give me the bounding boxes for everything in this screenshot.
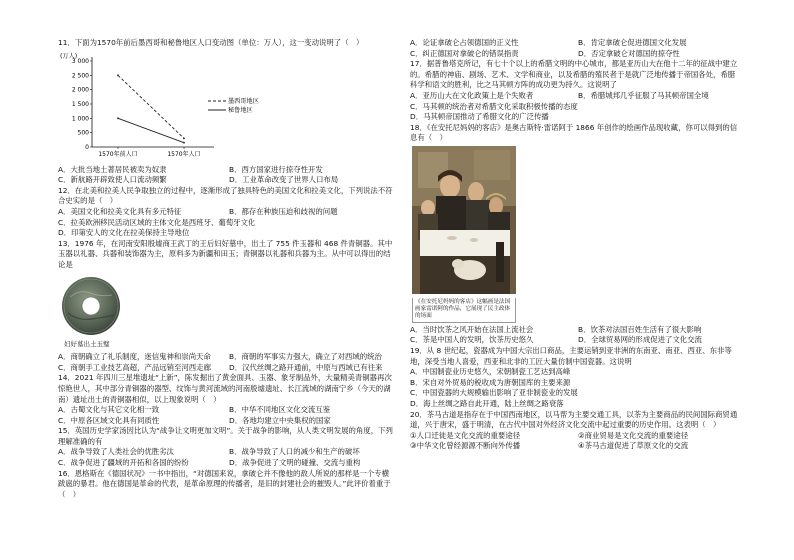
q15-option-a[interactable]: A．战争导致了人类社会的优胜劣汰	[58, 447, 174, 457]
q14-option-b[interactable]: B．中华不同地区文化交流互鉴	[229, 405, 331, 415]
q11-option-c[interactable]: C．新航路开辟致使人口流动频繁	[58, 175, 167, 185]
q14-option-c[interactable]: C．中原各区域文化具有同质性	[58, 415, 160, 425]
q19-option-a[interactable]: A．中国制瓷业历史悠久，宋朝制瓷工艺达到高峰	[410, 367, 571, 377]
y-tick-label: 1 500	[71, 100, 89, 108]
series-point-1-0	[117, 117, 119, 119]
y-tick-label: 2 500	[71, 71, 89, 79]
q16-stem: 16．恩格斯在《德国状况》一书中指出，“对德国来说，拿破仑并不像他的敌人所说的那样是一个专横跋扈的暴君。他在德国是革命的代表，是革命原理的传播者，是旧的封建社会的摧毁人。”此评价着重于（ ）	[58, 468, 391, 499]
q12-option-c[interactable]: C．拉美欧洲移民活动区域的主体文化是西班牙、葡萄牙文化	[58, 217, 256, 227]
q17-option-c[interactable]: C．马其顿的统治者对希腊文化采取积极传播的态度	[410, 101, 578, 111]
q15-option-c[interactable]: C．战争促进了疆域的开拓和各国的纷纷	[58, 458, 189, 468]
q20-stem: 20．茶马古道是指存在于中国西南地区，以马帮为主要交通工具，以茶为主要商品的民间国际商贸通道，兴于唐宋，盛于明清，在古代中国对外经济文化交流中起过重要的历史作用。这表明（ ）	[410, 409, 738, 430]
q16-options	[410, 38, 740, 59]
q20-option-1[interactable]: ①人口迁徙是文化交流的重要途径	[410, 430, 521, 440]
q14-stem: 14．2021 年四川三星堆遗址“上新”，陈发掘出了黄金面具、玉器、象牙制品外，大量精美青铜器再次惊艳世人，其中部分青铜器的器型、纹饰与黄河流域的河南殷墟遗址、长江流域的湖南宁乡（今天的湖南）遗址出土的青铜器相似，以上现象说明（ ）	[58, 373, 392, 404]
q20-option-3[interactable]: ③中华文化曾经源源不断向外传播	[410, 441, 521, 451]
q18-option-b[interactable]: B．饮茶对法国百姓生活有了很大影响	[578, 324, 702, 334]
q11-option-a[interactable]: A．大批当地土著居民被卖为奴隶	[58, 164, 167, 174]
series-point-0-1	[183, 137, 185, 139]
y-tick-label: 2 000	[71, 86, 89, 94]
q20-options	[410, 431, 740, 452]
q11-option-d[interactable]: D．工业革命改变了世界人口布局	[229, 175, 339, 185]
renoir-painting-image	[412, 146, 516, 294]
q19-option-b[interactable]: B．宋自对外贸易的税收成为唐朝国库的主要来源	[410, 377, 571, 387]
jade-bi-disc-image	[60, 275, 122, 337]
right-column	[410, 38, 740, 452]
q13-option-b[interactable]: B．商朝的军事实力强大，确立了对西域的统治	[229, 352, 382, 362]
q13-option-a[interactable]: A．商朝确立了礼乐制度，迷信鬼神和崇尚天命	[58, 352, 211, 362]
q12-options	[58, 207, 394, 218]
series-line-0	[118, 75, 184, 138]
q18-option-a[interactable]: A．当时饮茶之风开始在法国上流社会	[410, 324, 534, 334]
q15-stem: 15．英国历史学家汤因比认为“战争让文明更加文明”。关于战争的影响，从人类文明发展的角度，下列理解准确的有	[58, 426, 393, 446]
q11-option-b[interactable]: B．西方国家进行掠夺性开发	[229, 164, 323, 174]
q17-options	[410, 91, 740, 102]
q18-options	[410, 325, 740, 346]
q20-option-4[interactable]: ④茶马古道促进了草原文化的交流	[578, 441, 689, 451]
q18-stem: 18．《在安托尼妈妈的客店》是奥古斯特·雷诺阿于 1866 年创作的绘画作品现收藏，你可以得到的信息有（ ）	[410, 122, 738, 143]
q17-option-a[interactable]: A．亚历山大在文化政策上是个失败者	[410, 90, 534, 100]
q14-options	[58, 405, 394, 426]
q13-option-d[interactable]: D．汉代丝绸之路开通前，中原与西域已有往来	[229, 362, 383, 372]
y-tick-label: 1 000	[71, 114, 89, 122]
q14-option-d[interactable]: D．各地均建立中央集权的国家	[229, 415, 331, 425]
q18-option-c[interactable]: C．茶是中国人的发明，饮茶历史悠久	[410, 335, 534, 345]
q15-option-b[interactable]: B．战争导致了人口的减少和生产的破坏	[229, 447, 360, 457]
q16-option-c[interactable]: C．纠正德国对拿破仑的错误指责	[410, 48, 519, 58]
y-tick-label: 500	[77, 129, 89, 137]
q15-option-d[interactable]: D．战争促进了文明的碰撞、交流与重构	[229, 458, 361, 468]
x-tick-label: 1570年人口	[167, 150, 201, 158]
q12-option-b[interactable]: B．都存在种族压迫和歧视的问题	[229, 206, 338, 216]
series-line-1	[118, 118, 184, 142]
q20-option-2[interactable]: ②商业贸易是文化交流的重要途径	[578, 430, 689, 440]
painting-caption: 《在安托尼妈妈的客店》这幅画是法国画家雷诺阿的作品，它展现了民主政体的场面	[412, 298, 516, 323]
q15-options	[58, 447, 394, 468]
q12-option-a[interactable]: A．美国文化和拉美文化具有多元特征	[58, 206, 182, 216]
q12-option-d[interactable]: D．印第安人的文化在拉美保持主导地位	[58, 228, 190, 238]
renoir-painting-figure	[412, 146, 516, 323]
legend-label-1: 秘鲁地区	[228, 106, 253, 114]
q13-stem: 13．1976 年，在河南安阳殷墟商王武丁的王后妇好墓中，出土了 755 件玉器和 468 件青铜器。其中玉器以礼器、兵器和装饰器为主，原料多为新疆和田玉；青铜器以礼器和兵器为主。从中可以得出的结论是	[58, 238, 393, 269]
q14-option-a[interactable]: A．古蜀文化与其它文化相一致	[58, 405, 160, 415]
q19-option-c[interactable]: C．中国瓷器的大规模输出影响了亚非制瓷业的发展	[410, 388, 578, 398]
q16-option-b[interactable]: B．肯定拿破仑促进德国文化发展	[578, 38, 687, 47]
jade-caption: 妇好墓出土玉璧	[64, 339, 110, 348]
q13-options	[58, 352, 394, 373]
q19-stem: 19．从 8 世纪起，瓷器成为中国大宗出口商品，主要运销到亚非洲的东南亚、南亚、西亚、东非等地，深受当地人喜爱，西亚和北非的工匠大量仿制中国瓷器。这说明	[410, 345, 732, 366]
y-tick-label: 3 000	[71, 57, 89, 65]
q11-options	[58, 165, 394, 186]
y-axis-label: (万人)	[60, 52, 78, 60]
q16-option-d[interactable]: D．否定拿破仑对德国的掠夺性	[578, 48, 680, 58]
left-column	[58, 38, 394, 500]
legend-label-0: 墨西哥地区	[228, 97, 259, 105]
chart-svg	[58, 51, 278, 163]
q19-option-d[interactable]: D．海上丝绸之路自此开通，陆上丝绸之路衰落	[410, 398, 564, 408]
q13-option-c[interactable]: C．商朝手工业技艺高超，产品远销至河西走廊	[58, 362, 211, 372]
y-tick-label: 0	[85, 143, 89, 151]
x-tick-label: 1570年前人口	[98, 150, 138, 158]
q11-population-chart	[58, 51, 278, 163]
q16-option-a[interactable]: A．论证拿破仑占领德国的正义性	[410, 38, 519, 47]
q12-stem: 12．在北美和拉美人民争取独立的过程中，逐渐形成了独具特色的美国文化和拉美文化，下列说法不符合史实的是（ ）	[58, 185, 393, 206]
series-point-1-1	[183, 141, 185, 143]
series-point-0-0	[117, 74, 119, 76]
q17-option-b[interactable]: B．希腊城邦几乎征服了马其顿帝国全境	[578, 90, 709, 100]
q18-option-d[interactable]: D．全球贸易网的形成促进了文化交流	[578, 335, 702, 345]
q17-option-d[interactable]: D．马其顿帝国推动了希腊文化的广泛传播	[410, 112, 549, 122]
q11-stem: 11．下面为1570年前后墨西哥和秘鲁地区人口变动图（单位：万人），这一变动说明了（ ）	[58, 38, 364, 47]
q17-stem: 17．据普鲁塔克所记，有七十个以上的希腊文明的中心城市，都是亚历山大在他十二年的征战中建立的。希腊的神庙、剧场、艺术、文学和商业，以及希腊的殖民者于是就广泛地传播于帝国各处，希腊科学和语文的胜利，比之马其顿方阵的成功更为持久。这说明了	[410, 59, 738, 90]
